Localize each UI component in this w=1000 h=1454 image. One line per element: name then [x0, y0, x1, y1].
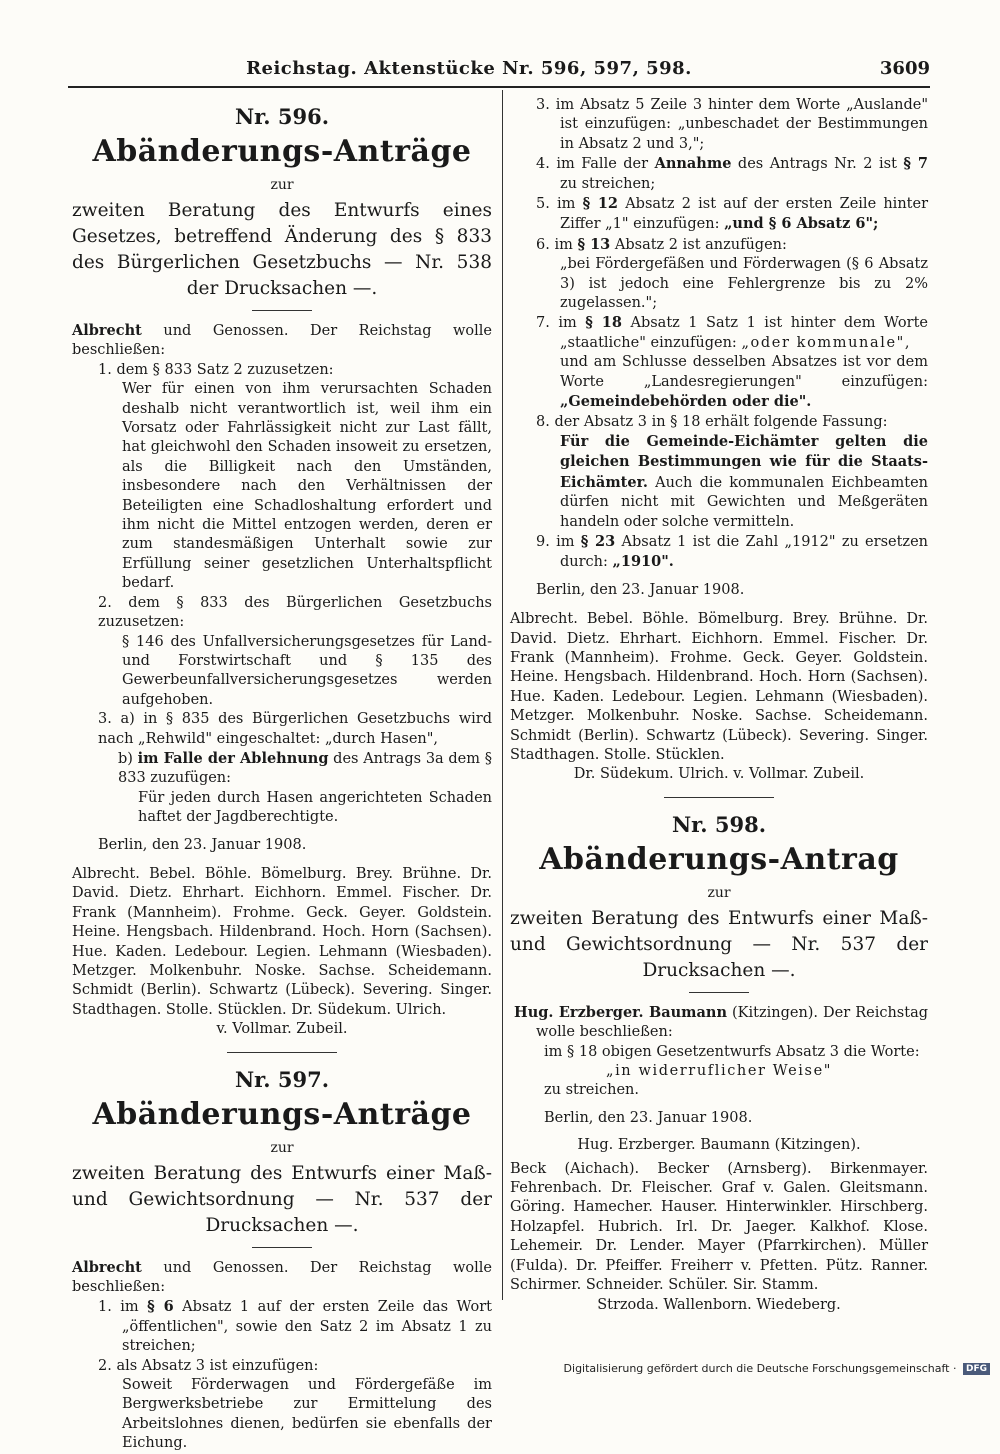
doc597-subject: zweiten Beratung des Entwurfs einer Maß- und Gewichtsordnung — Nr. 537 der Drucksachen —. — [72, 1162, 492, 1236]
doc597-number: Nr. 597. — [234, 1066, 330, 1092]
doc597-item7-text — [510, 353, 928, 412]
column-divider — [502, 90, 503, 1300]
doc598-supporters — [510, 1160, 928, 1315]
doc597-item5-bold: § 12 — [582, 195, 619, 213]
doc598-signers: Hug. Erzberger. Baumann (Kitzingen). — [577, 1137, 861, 1154]
running-title: Reichstag. Aktenstücke Nr. 596, 597, 598. — [246, 58, 692, 79]
doc597-item5 — [510, 194, 928, 235]
doc597-item5-bold2: „und § 6 Absatz 6"; — [724, 215, 879, 233]
doc597-item6-rest: Absatz 2 ist anzufügen: — [610, 236, 787, 253]
separator-rule — [664, 797, 774, 798]
doc596-item2-head: 2. dem § 833 des Bürgerlichen Gesetzbuchs zuzusetzen: — [98, 594, 492, 631]
doc597-item3-quote: „unbeschadet der Bestimmungen in Absatz 2 und 3,"; — [560, 116, 928, 152]
doc597-item1 — [72, 1297, 492, 1356]
footer-credit — [564, 1362, 990, 1375]
doc596-item1-text: Wer für einen von ihm verursachten Schaden deshalb nicht verantwortlich ist, weil ihm ein Vorsatz oder Fahrlässigkeit nicht zur Last fällt, hat gleichwohl den Schaden insoweit zu ersetzen, als die Billigkeit nach den Umständen, insbesondere nach den Verhältnissen der Beteiligten eine Schadloshaltung erfordert und ihm nicht die Mittel entzogen werden, deren er zum standesmäßigen Unterhalt sowie zur Erfüllung seiner gesetzlichen Unterhaltspflicht bedarf. — [122, 381, 492, 592]
footer-text: Digitalisierung gefördert durch die Deutsche Forschungsgemeinschaft — [563, 1362, 950, 1375]
doc597-item4 — [510, 154, 928, 194]
doc596-number: Nr. 596. — [234, 104, 330, 129]
doc597-names-last: Dr. Südekum. Ulrich. v. Vollmar. Zubeil. — [573, 766, 865, 783]
doc597-item6-text: „bei Fördergefäßen und Förderwagen (§ 6 Absatz 3) ist jedoch eine Fehlergrenze bis zu 2% zugelassen."; — [560, 256, 928, 312]
doc597-item6 — [510, 235, 928, 255]
doc597-signatories — [510, 610, 928, 785]
doc597-item2-text: Soweit Förderwagen und Fördergefäße im Bergwerksbetriebe zur Ermittelung des Arbeitslohnes dienen, bedürfen sie ebenfalls der Eichung. — [122, 1377, 492, 1452]
doc597-item7-text-bold: „Gemeindebehörden oder die". — [560, 393, 812, 411]
doc598-quote: „in widerruflicher Weise" — [605, 1063, 833, 1080]
separator-rule — [227, 1052, 337, 1053]
doc598-text2: zu streichen. — [544, 1082, 639, 1099]
doc596-item3b-bold: im Falle der Ablehnung — [137, 749, 329, 767]
doc597-item8-bold: Für die Gemeinde-Eichämter gelten die gleichen Bestimmungen wie für die Staats-Eichämter. — [560, 432, 928, 491]
doc596-intro-rest: und Genossen. Der Reichstag wolle beschließen: — [72, 323, 492, 359]
doc598-text1: im § 18 obigen Gesetzentwurfs Absatz 3 die Worte: — [544, 1043, 920, 1060]
doc597-item1-rest: Absatz 1 auf der ersten Zeile das Wort „öffentlichen", sowie den Satz 2 im Absatz 1 zu streichen; — [122, 1299, 492, 1355]
doc597-item6-pre: 6. im — [536, 236, 578, 253]
doc596-signatories — [72, 865, 492, 1040]
doc597-title: Abänderungs-Anträge — [92, 1096, 472, 1132]
doc597-item7-bold: § 18 — [585, 314, 622, 332]
doc597-item9-pre: 9. im — [536, 533, 581, 550]
doc598-date: Berlin, den 23. Januar 1908. — [544, 1109, 753, 1126]
doc596-subject: zweiten Beratung des Entwurfs eines Gesetzes, betreffend Änderung des § 833 des Bürgerlichen Gesetzbuchs — Nr. 538 der Drucksachen —. — [72, 200, 492, 299]
doc598-title: Abänderungs-Antrag — [539, 841, 899, 877]
doc598-names-last: Strzoda. Wallenborn. Wiedeberg. — [597, 1296, 841, 1313]
doc597-item7-spaced: „oder kommunale", — [741, 334, 912, 351]
doc597-item4-pre: 4. im Falle der — [536, 156, 655, 173]
doc596-intro-name: Albrecht — [72, 322, 142, 339]
doc596-item3a: 3. a) in § 835 des Bürgerlichen Gesetzbuchs wird nach „Rehwild" eingeschaltet: „durch Hasen", — [98, 711, 492, 747]
page-number: 3609 — [879, 58, 930, 79]
doc598-zur: zur — [707, 884, 731, 901]
header-rule — [68, 86, 930, 88]
doc596-date: Berlin, den 23. Januar 1908. — [98, 836, 307, 853]
doc597-item5-pre: 5. im — [536, 196, 583, 213]
doc597-intro — [72, 1258, 492, 1298]
doc597-item7-pre: 7. im — [536, 315, 586, 332]
doc597-intro-rest: und Genossen. Der Reichstag wolle beschließen: — [72, 1259, 492, 1296]
doc598-intro-bold: Hug. Erzberger. Baumann — [514, 1003, 727, 1021]
doc598-subject: zweiten Beratung des Entwurfs einer Maß- und Gewichtsordnung — Nr. 537 der Drucksachen —. — [510, 907, 928, 981]
doc596-item2-text: § 146 des Unfallversicherungsgesetzes für Land- und Forstwirtschaft und § 135 des Gewerbeunfallversicherungsgesetzes werden aufgehoben. — [122, 633, 492, 708]
doc597-item9-bold2: „1910". — [612, 553, 674, 571]
page-header — [68, 58, 930, 86]
doc598-number: Nr. 598. — [671, 811, 767, 837]
doc596-names-last: v. Vollmar. Zubeil. — [216, 1021, 348, 1038]
doc597-item7-text-pre: und am Schlusse desselben Absatzes ist vor dem Worte „Landesregierungen" einzufügen: — [560, 354, 928, 390]
footer-separator: · — [949, 1362, 960, 1375]
doc596-item3b-rest: des Antrags 3a dem § 833 zuzufügen: — [118, 750, 492, 787]
doc597-item8-text — [510, 432, 928, 532]
doc597-item3 — [510, 96, 928, 154]
doc596-item3b-pre: b) — [118, 750, 138, 767]
doc597-item1-pre: 1. im — [98, 1299, 148, 1316]
doc597-item5-mid: Absatz 2 ist auf der ersten Zeile hinter Ziffer „1" einzufügen: — [560, 196, 928, 233]
right-column — [510, 96, 928, 1315]
doc596-short-rule — [252, 310, 312, 311]
doc597-item8-head: 8. der Absatz 3 in § 18 erhält folgende Fassung: — [536, 413, 888, 430]
doc597-item1-bold: § 6 — [147, 1298, 174, 1316]
doc597-short-rule — [252, 1247, 312, 1248]
doc597-zur: zur — [270, 1139, 294, 1156]
doc596-item1-head: 1. dem § 833 Satz 2 zuzusetzen: — [98, 361, 334, 378]
doc597-item4-bold2: § 7 — [903, 155, 928, 173]
doc596-intro — [72, 321, 492, 361]
dfg-logo-icon: DFG — [963, 1363, 990, 1375]
doc596-title: Abänderungs-Anträge — [92, 134, 472, 169]
doc597-item4-mid: des Antrags Nr. 2 ist — [731, 156, 904, 173]
doc596-item3b — [72, 749, 492, 789]
doc597-item6-bold: § 13 — [577, 235, 611, 253]
doc597-item9 — [510, 532, 928, 573]
left-column — [72, 96, 492, 1454]
doc598-short-rule — [689, 992, 749, 993]
doc596-item3b-text: Für jeden durch Hasen angerichteten Schaden haftet der Jagdberechtigte. — [138, 789, 492, 826]
doc597-item7-mid: Absatz 1 Satz 1 ist hinter dem Worte „staatliche" einzufügen: — [560, 315, 928, 351]
doc598-intro — [510, 1003, 928, 1043]
doc597-names: Albrecht. Bebel. Böhle. Bömelburg. Brey. Brühne. Dr. David. Dietz. Ehrhart. Eichhorn. Emmel. Fischer. Dr. Frank (Mannheim). Frohme. Geck. Geyer. Goldstein. Heine. Hengsbach. Hildenbrand. Hoch. Horn (Sachsen). Hue. Kaden. Ledebour. Legien. Lehmann (Wiesbaden). Metzger. Molkenbuhr. Noske. Sachse. Scheidemann. Schmidt (Berlin). Schwartz (Lübeck). Severing. Singer. Stadthagen. Stolle. Stücklen. — [510, 611, 928, 763]
doc597-item7 — [510, 313, 928, 353]
doc597-intro-name: Albrecht — [72, 1258, 142, 1276]
doc597-item9-mid: Absatz 1 ist die Zahl „1912" zu ersetzen durch: — [560, 533, 928, 571]
doc598-names: Beck (Aichach). Becker (Arnsberg). Birkenmayer. Fehrenbach. Dr. Fleischer. Graf v. Galen. Gleitsmann. Göring. Hamecher. Hauser. Hinterwinkler. Hirschberg. Holzapfel. Hubrich. Irl. Dr. Jaeger. Kalkhof. Klose. Lehemeir. Dr. Lender. Mayer (Pfarrkirchen). Müller (Fulda). Dr. Pfeiffer. Freiherr v. Pfetten. Pütz. Ranner. Schirmer. Schneider. Schüler. Sir. Stamm. — [510, 1160, 928, 1294]
doc597-item3-pre: 3. im Absatz 5 Zeile 3 hinter dem Worte „Auslande" ist einzufügen: — [536, 97, 928, 133]
doc597-item4-rest: zu streichen; — [560, 175, 656, 192]
doc597-item2-head: 2. als Absatz 3 ist einzufügen: — [98, 1357, 319, 1374]
doc598-intro-rest: (Kitzingen). Der Reichstag wolle beschließen: — [536, 1004, 928, 1041]
doc597-date: Berlin, den 23. Januar 1908. — [536, 581, 745, 598]
doc597-item4-bold: Annahme — [654, 155, 732, 173]
doc596-names: Albrecht. Bebel. Böhle. Bömelburg. Brey. Brühne. Dr. David. Dietz. Ehrhart. Eichhorn. Emmel. Fischer. Dr. Frank (Mannheim). Frohme. Geck. Geyer. Goldstein. Heine. Hengsbach. Hildenbrand. Hoch. Horn (Sachsen). Hue. Kaden. Ledebour. Legien. Lehmann (Wiesbaden). Metzger. Molkenbuhr. Noske. Sachse. Scheidemann. Schmidt (Berlin). Schwartz (Lübeck). Severing. Singer. Stadthagen. Stolle. Stücklen. Dr. Südekum. Ulrich. — [72, 865, 492, 1018]
doc597-item8-rest: Auch die kommunalen Eichbeamten dürfen nicht mit Gewichten und Meßgeräten handeln oder solche vermitteln. — [560, 474, 928, 530]
doc596-zur: zur — [270, 177, 294, 193]
doc597-item9-bold: § 23 — [580, 532, 616, 550]
